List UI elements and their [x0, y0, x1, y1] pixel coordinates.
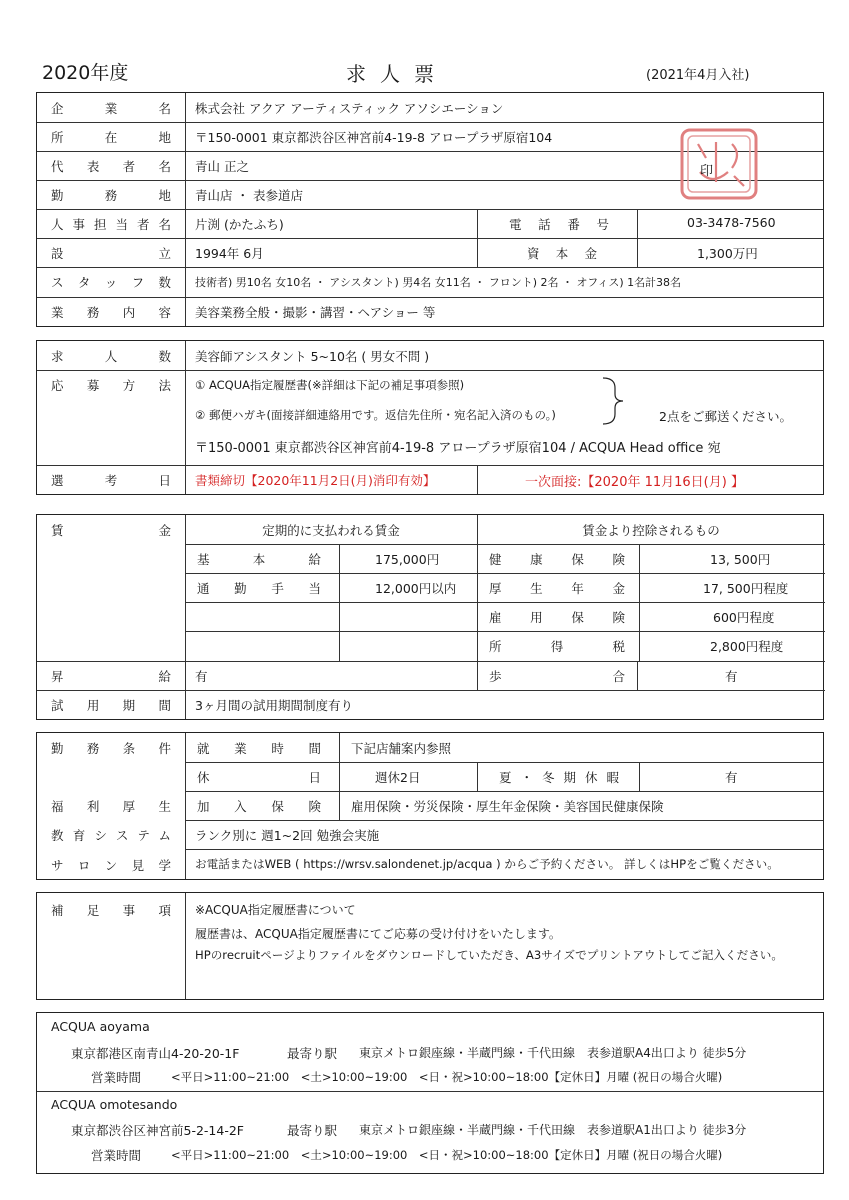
education-label: 教育システム: [51, 828, 171, 843]
insurance-value: 雇用保険・労災保険・厚生年金保険・美容国民健康保険: [351, 799, 664, 814]
pension-value: 17, 500円程度: [703, 581, 789, 596]
education-value: ランク別に 週1~2回 勉強会実施: [195, 828, 380, 843]
phone-label: 電話番号: [509, 217, 609, 232]
first-interview-date: 一次面接:【2020年 11月16日(月) 】: [525, 475, 744, 490]
business-value: 美容業務全般・撮影・講習・ヘアショー 等: [195, 305, 436, 320]
pension-label: 厚生年金: [489, 581, 625, 596]
shop-1-hours-label: 営業時間: [91, 1070, 142, 1085]
salon-visit-label: サロン見学: [51, 858, 171, 873]
shop-2-hours: <平日>11:00~21:00 <土>10:00~19:00 <日・祝>10:00~18:00【定休日】月曜 (祝日の場合火曜): [171, 1148, 723, 1162]
base-pay-value: 175,000円: [375, 552, 440, 567]
shop-2-name: ACQUA omotesando: [51, 1097, 178, 1112]
shop-2-hours-label: 営業時間: [91, 1148, 142, 1163]
insurance-label: 加入保険: [197, 799, 321, 814]
established-value: 1994年 6月: [195, 246, 264, 261]
apply-address: 〒150-0001 東京都渋谷区神宮前4-19-8 アロープラザ原宿104 / ACQUA Head office 宛: [195, 441, 721, 456]
capital-value: 1,300万円: [697, 246, 758, 261]
wage-section: [36, 514, 824, 720]
shop-1-station-label: 最寄り駅: [287, 1046, 338, 1061]
health-insurance-value: 13, 500円: [710, 552, 771, 567]
commute-allowance-value: 12,000円以内: [375, 581, 457, 596]
employment-insurance-label: 雇用保険: [489, 610, 625, 625]
income-tax-label: 所得税: [489, 639, 625, 654]
company-name-label: 企業名: [51, 101, 171, 116]
company-seal-stamp: [676, 126, 762, 202]
commute-allowance-label: 通勤手当: [197, 581, 321, 596]
notes-line-1: ※ACQUA指定履歴書について: [195, 903, 356, 917]
raise-value: 有: [195, 669, 208, 684]
address-label: 所在地: [51, 130, 171, 145]
wage-label: 賃金: [51, 523, 171, 538]
business-label: 業務内容: [51, 305, 171, 320]
company-name-value: 株式会社 アクア アーティスティック アソシエーション: [195, 101, 504, 116]
welfare-label: 福利厚生: [51, 799, 171, 814]
shop-1-name: ACQUA aoyama: [51, 1019, 150, 1034]
work-location-value: 青山店 ・ 表参道店: [195, 188, 303, 203]
recruit-count-label: 求人数: [51, 349, 171, 364]
address-value: 〒150-0001 東京都渋谷区神宮前4-19-8 アロープラザ原宿104: [195, 130, 553, 145]
shop-1-station: 東京メトロ銀座線・半蔵門線・千代田線 表参道駅A4出口より 徒歩5分: [359, 1046, 747, 1060]
base-pay-label: 基本給: [197, 552, 321, 567]
recruit-count-value: 美容師アシスタント 5~10名 ( 男女不問 ): [195, 349, 430, 364]
income-tax-value: 2,800円程度: [710, 639, 784, 654]
apply-note: 2点をご郵送ください。: [659, 409, 792, 424]
shop-1-address: 東京都港区南青山4-20-20-1F: [71, 1046, 240, 1061]
form-title: 求人票: [346, 62, 448, 86]
seal-mark: 印: [700, 164, 714, 179]
raise-label: 昇給: [51, 669, 171, 684]
document-deadline: 書類締切【2020年11月2日(月)消印有効】: [195, 473, 436, 488]
holiday-label: 休日: [197, 770, 321, 785]
selection-date-label: 選考日: [51, 473, 171, 488]
deduction-header: 賃金より控除されるもの: [582, 523, 720, 538]
capital-label: 資本金: [527, 246, 597, 261]
shop-1-hours: <平日>11:00~21:00 <土>10:00~19:00 <日・祝>10:00~18:00【定休日】月曜 (祝日の場合火曜): [171, 1070, 723, 1084]
staff-count-value: 技術者) 男10名 女10名 ・ アシスタント) 男4名 女11名 ・ フロント) 2名 ・ オフィス) 1名: [195, 276, 646, 289]
notes-line-3: HPのrecruitページよりファイルをダウンロードしていただき、A3サイズでプリントアウトしてご記入ください。: [195, 948, 783, 962]
notes-label: 補足事項: [51, 903, 171, 918]
vacation-value: 有: [725, 770, 738, 785]
conditions-section: [36, 732, 824, 880]
apply-method-label: 応募方法: [51, 378, 171, 393]
shop-2-station: 東京メトロ銀座線・半蔵門線・千代田線 表参道駅A1出口より 徒歩3分: [359, 1123, 747, 1137]
entry-date-note: (2021年4月入社): [646, 68, 750, 83]
established-label: 設立: [51, 246, 171, 261]
commission-label: 歩合: [489, 669, 625, 684]
trial-period-label: 試用期間: [51, 698, 171, 713]
employment-insurance-value: 600円程度: [713, 610, 775, 625]
representative-label: 代表者名: [51, 159, 171, 174]
shop-2-address: 東京都渋谷区神宮前5-2-14-2F: [71, 1123, 244, 1138]
hr-contact-value: 片渕 (かたふち): [195, 217, 284, 232]
staff-total: 計38名: [645, 276, 681, 289]
notes-section: [36, 892, 824, 1000]
representative-value: 青山 正之: [195, 159, 249, 174]
brace-icon: [599, 376, 629, 426]
regular-pay-header: 定期的に支払われる賃金: [262, 523, 400, 538]
work-hours-value: 下記店舗案内参照: [351, 741, 452, 756]
shops-section: [36, 1012, 824, 1174]
work-location-label: 勤務地: [51, 188, 171, 203]
hr-contact-label: 人事担当者名: [51, 217, 171, 232]
recruit-section: [36, 340, 824, 495]
trial-period-value: 3ヶ月間の試用期間制度有り: [195, 698, 353, 713]
notes-line-2: 履歴書は、ACQUA指定履歴書にてご応募の受け付けをいたします。: [195, 927, 561, 941]
phone-value: 03-3478-7560: [687, 215, 776, 230]
work-hours-label: 就業時間: [197, 741, 321, 756]
form-year: 2020年度: [42, 62, 129, 84]
work-conditions-label: 勤務条件: [51, 741, 171, 756]
holiday-value: 週休2日: [375, 770, 421, 785]
commission-value: 有: [725, 669, 738, 684]
apply-item-2: ② 郵便ハガキ(面接詳細連絡用です。返信先住所・宛名記入済のもの。): [195, 408, 556, 422]
health-insurance-label: 健康保険: [489, 552, 625, 567]
staff-count-label: スタッフ数: [51, 275, 171, 290]
salon-visit-value: お電話またはWEB ( https://wrsv.salondenet.jp/acqua ) からご予約ください。 詳しくはHPをご覧ください。: [195, 857, 779, 871]
shop-2-station-label: 最寄り駅: [287, 1123, 338, 1138]
apply-item-1: ① ACQUA指定履歴書(※詳細は下記の補足事項参照): [195, 378, 465, 392]
vacation-label: 夏・冬期休暇: [499, 770, 619, 785]
